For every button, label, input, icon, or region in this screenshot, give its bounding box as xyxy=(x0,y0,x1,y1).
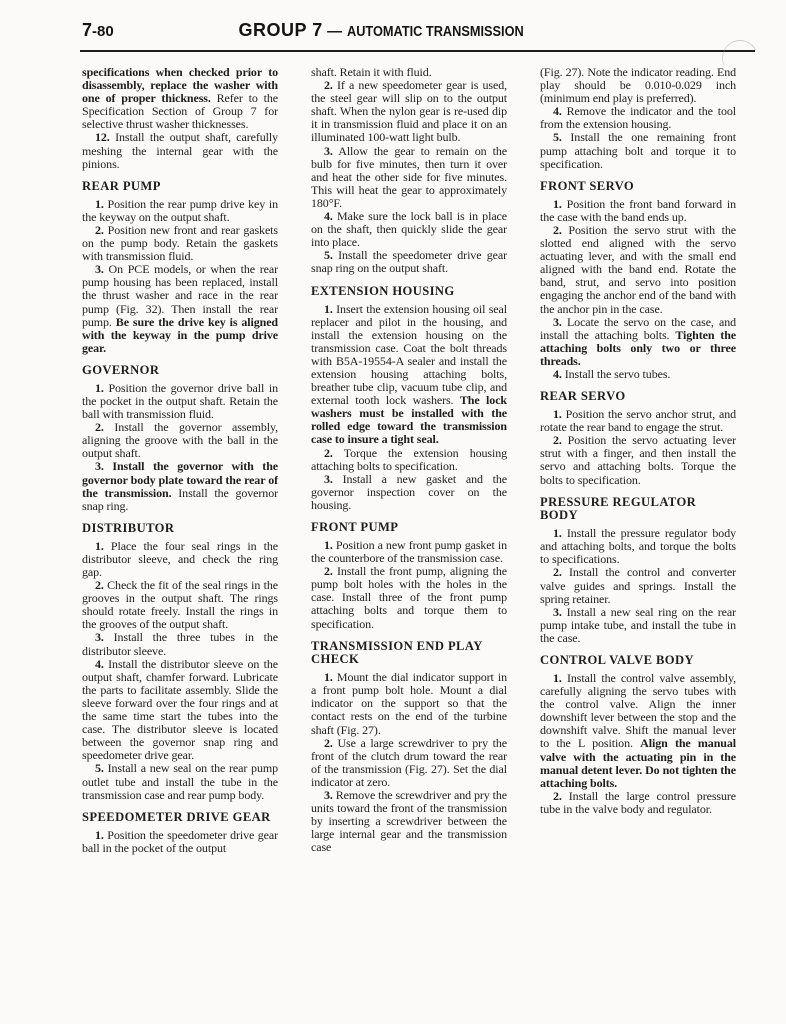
section-heading: REAR SERVO xyxy=(540,389,626,404)
bold-text-run: 1. xyxy=(553,196,562,211)
paragraph xyxy=(82,829,278,855)
bold-text-run: 4. xyxy=(95,656,104,671)
paragraph xyxy=(82,224,278,263)
bold-text-run: 3. xyxy=(95,262,104,277)
bold-text-run: 4. xyxy=(324,209,333,224)
bold-text-run: Align the manual valve with the actuating pin in the manual detent lever. Do not tighten the attaching bolts. xyxy=(540,736,736,790)
paragraph xyxy=(540,105,736,131)
paragraph xyxy=(82,460,278,512)
paragraph xyxy=(311,565,507,630)
text-run: Install the one remaining front pump attaching bolt and torque it to specification. xyxy=(540,130,736,171)
paragraph xyxy=(311,249,507,275)
bold-text-run: specifications when checked prior to disassembly, replace the washer with one of proper thickness. xyxy=(82,66,278,106)
paragraph xyxy=(311,789,507,854)
paragraph xyxy=(311,671,507,736)
paragraph xyxy=(311,145,507,210)
paragraph xyxy=(311,473,507,512)
bold-text-run: 5. xyxy=(553,130,562,145)
paragraph xyxy=(311,210,507,249)
paragraph xyxy=(311,303,507,447)
bold-text-run: 2. xyxy=(553,788,562,803)
bold-text-run: 3. xyxy=(324,143,333,158)
paragraph xyxy=(82,540,278,579)
paragraph xyxy=(540,566,736,605)
bold-text-run: 3. xyxy=(553,604,562,619)
text-run: Locate the servo on the case, and install the attaching bolts. xyxy=(540,314,736,342)
text-column-2 xyxy=(311,66,507,996)
bold-text-run: 5. xyxy=(95,761,104,776)
bold-text-run: The lock washers must be installed with the rolled edge toward the transmission case to insure a tight seal. xyxy=(311,393,507,447)
page-header xyxy=(0,0,786,50)
section-heading: PRESSURE REGULATOR BODY xyxy=(540,494,697,523)
bold-text-run: 1. xyxy=(553,670,562,685)
bold-text-run: 12. xyxy=(95,130,110,145)
text-run: Install the three tubes in the distributor sleeve. xyxy=(82,630,278,658)
bold-text-run: 2. xyxy=(95,420,104,435)
text-run: Make sure the lock ball is in place on the shaft, then quickly slide the gear into place. xyxy=(311,209,507,250)
bold-text-run: 3. Install the governor with the governor body plate toward the rear of the transmission. xyxy=(82,459,278,500)
bold-text-run: 1. xyxy=(95,827,104,842)
paragraph xyxy=(540,527,736,566)
text-run: Position the front band forward in the case with the band ends up. xyxy=(540,196,736,224)
bold-text-run: Be sure the drive key is aligned with the keyway in the pump drive gear. xyxy=(82,314,278,355)
paragraph xyxy=(82,198,278,224)
paragraph xyxy=(82,131,278,170)
text-column-3 xyxy=(540,66,736,996)
text-run: Install the speedometer drive gear snap ring on the output shaft. xyxy=(311,248,507,276)
paragraph xyxy=(82,263,278,355)
text-run: Position the speedometer drive gear ball in the pocket of the output xyxy=(82,827,278,855)
text-run: If a new speedometer gear is used, the steel gear will slip on to the output shaft. When the nylon gear is re-used dip it in transmission fluid and place it on an illuminated 100-watt light bulb. xyxy=(311,78,507,145)
text-run: Install the governor assembly, aligning the groove with the ball in the output shaft. xyxy=(82,420,278,461)
text-run: Install the pressure regulator body and attaching bolts, and torque the bolts to specifications. xyxy=(540,526,736,567)
paragraph xyxy=(540,606,736,645)
bold-text-run: 3. xyxy=(95,630,104,645)
text-run: Position new front and rear gaskets on the pump body. Retain the gaskets with transmission fluid. xyxy=(82,222,278,264)
text-run: Remove the indicator and the tool from the extension housing. xyxy=(540,104,736,132)
paragraph xyxy=(311,737,507,789)
paragraph xyxy=(82,658,278,763)
text-column-1 xyxy=(82,66,278,996)
bold-text-run: 4. xyxy=(553,104,562,119)
bold-text-run: 1. xyxy=(324,301,333,316)
paragraph xyxy=(311,447,507,473)
text-run: Install a new seal ring on the rear pump intake tube, and install the tube in the case. xyxy=(540,604,736,645)
text-run: Install the servo tubes. xyxy=(561,366,671,381)
text-run: On PCE models, or when the rear pump housing has been replaced, install the thrust washer and race in the rear pump (Fig. 32). Then install the rear pump. xyxy=(82,262,278,329)
bold-text-run: 1. xyxy=(95,538,104,553)
text-run: Insert the extension housing oil seal replacer and pilot in the housing, and install the extension housing on the transmission case. Coat the bolt threads with B5A-19554-A sealer and install the extension housing attaching bolts, breather tube clip, vacuum tube clip, and external tooth lock washers. xyxy=(311,301,507,408)
bold-text-run: 2. xyxy=(324,445,333,460)
text-run: Install the large control pressure tube in the valve body and regulator. xyxy=(540,788,736,816)
bold-text-run: 1. xyxy=(324,670,333,685)
bold-text-run: 2. xyxy=(324,735,333,750)
section-heading: SPEEDOMETER DRIVE GEAR xyxy=(82,809,271,824)
bold-text-run: 1. xyxy=(324,538,333,552)
paragraph xyxy=(540,198,736,224)
header-section-label: AUTOMATIC TRANSMISSION xyxy=(346,24,524,40)
paragraph xyxy=(540,224,736,316)
paragraph xyxy=(82,579,278,631)
text-run: Install a new gasket and the governor inspection cover on the housing. xyxy=(311,471,507,512)
bold-text-run: 3. xyxy=(324,471,333,486)
section-heading: CONTROL VALVE BODY xyxy=(540,652,694,667)
text-run: Place the four seal rings in the distributor sleeve, and check the ring gap. xyxy=(82,538,278,579)
text-run: Position a new front pump gasket in the counterbore of the transmission case. xyxy=(311,538,507,566)
bold-text-run: Tighten the attaching bolts only two or three threads. xyxy=(540,327,736,368)
text-run: Install the governor snap ring. xyxy=(82,485,278,513)
bold-text-run: 2. xyxy=(553,565,562,580)
paragraph xyxy=(82,421,278,460)
page-content xyxy=(0,52,786,996)
paragraph xyxy=(540,790,736,816)
text-run: Position the rear pump drive key in the keyway on the output shaft. xyxy=(82,196,278,224)
bold-text-run: 2. xyxy=(95,578,104,593)
text-run: Remove the screwdriver and pry the units toward the front of the transmission by inserting a screwdriver between the large internal gear and the transmission case xyxy=(311,788,507,855)
text-run: Position the servo strut with the slotted end aligned with the servo actuating lever, and with the small end aligned with the band end. Rotate the band, strut, and servo into position engaging the anchor end of the band with the anchor pin in the case. xyxy=(540,222,736,316)
section-heading: FRONT PUMP xyxy=(311,520,399,534)
text-run: Position the servo actuating lever strut with a finger, and then install the servo and attaching bolts. Torque the bolts to specification. xyxy=(540,433,736,487)
paragraph xyxy=(540,131,736,170)
text-run: Refer to the Specification Section of Group 7 for selective thrust washer thicknesses. xyxy=(82,91,278,132)
paragraph xyxy=(540,368,736,381)
paragraph xyxy=(82,631,278,657)
text-run: Position the servo anchor strut, and rotate the rear band to engage the strut. xyxy=(540,407,736,435)
text-run: shaft. Retain it with fluid. xyxy=(311,66,432,79)
text-run: Torque the extension housing attaching bolts to specification. xyxy=(311,445,507,473)
bold-text-run: 2. xyxy=(95,222,104,237)
paragraph xyxy=(82,382,278,421)
text-run: Allow the gear to remain on the bulb for five minutes, then turn it over and heat the other side for five minutes. This will heat the gear to approximately 180°F. xyxy=(311,143,507,210)
section-heading: FRONT SERVO xyxy=(540,178,635,193)
bold-text-run: 4. xyxy=(553,366,562,381)
text-run: Use a large screwdriver to pry the front of the clutch drum toward the rear of the transmission (Fig. 27). Set the dial indicator at zero. xyxy=(311,735,507,789)
text-run: Position the governor drive ball in the pocket in the output shaft. Retain the ball with transmission fluid. xyxy=(82,380,278,422)
text-run: Install the control and converter valve guides and springs. Install the spring retainer. xyxy=(540,565,736,606)
page-number-group-digit: 7 xyxy=(82,20,93,40)
paragraph xyxy=(311,539,507,565)
section-heading: DISTRIBUTOR xyxy=(82,520,175,535)
paragraph xyxy=(540,672,736,790)
paragraph xyxy=(540,434,736,486)
bold-text-run: 5. xyxy=(324,248,333,263)
bold-text-run: 2. xyxy=(324,78,333,93)
bold-text-run: 3. xyxy=(553,314,562,329)
bold-text-run: 2. xyxy=(553,433,562,448)
bold-text-run: 1. xyxy=(553,526,562,541)
bold-text-run: 1. xyxy=(95,380,104,395)
bold-text-run: 1. xyxy=(553,407,562,422)
paragraph xyxy=(82,762,278,801)
paragraph xyxy=(82,66,278,131)
paragraph xyxy=(311,79,507,144)
text-run: Install the front pump, aligning the pump bolt holes with the holes in the case. Install three of the front pump attaching bolts and torque them to specification. xyxy=(311,564,507,631)
text-run: Install the output shaft, carefully meshing the internal gear with the pinions. xyxy=(82,130,278,171)
text-run: Install a new seal on the rear pump outlet tube and install the tube in the transmission case and rear pump body. xyxy=(82,761,278,802)
text-run: Mount the dial indicator support in a front pump bolt hole. Mount a dial indicator on the support so that the contact rests on the end of the turbine shaft (Fig. 27). xyxy=(311,670,507,737)
paragraph xyxy=(540,316,736,368)
paragraph xyxy=(540,408,736,434)
text-run: (Fig. 27). Note the indicator reading. End play should be 0.010-0.029 inch (minimum end play is preferred). xyxy=(540,66,736,106)
section-heading: TRANSMISSION END PLAY CHECK xyxy=(311,638,483,667)
header-title xyxy=(0,20,786,41)
text-run: Install the control valve assembly, carefully aligning the servo tubes with the control valve. Align the inner downshift lever between the stop and the downshift valve. Shift the manual lever to the L position. xyxy=(540,670,736,751)
header-group-label: GROUP 7 xyxy=(238,20,323,40)
paragraph xyxy=(540,66,736,105)
page-number-rest: -80 xyxy=(92,23,114,40)
section-heading: EXTENSION HOUSING xyxy=(311,283,455,298)
section-heading: GOVERNOR xyxy=(82,362,160,377)
bold-text-run: 2. xyxy=(553,222,562,237)
bold-text-run: 1. xyxy=(95,196,104,211)
bold-text-run: 2. xyxy=(324,564,333,579)
header-dash: — xyxy=(327,23,343,40)
text-run: Install the distributor sleeve on the output shaft, chamfer forward. Lubricate the parts to facilitate assembly. Slide the sleeve forward over the four rings and at the same time start the tubes into the case. The distributor sleeve is located between the governor snap ring and speedometer drive gear. xyxy=(82,656,278,763)
bold-text-run: 3. xyxy=(324,788,333,802)
text-run: Check the fit of the seal rings in the grooves in the output shaft. The rings should rotate freely. Install the rings in the grooves of the output shaft. xyxy=(82,578,278,632)
section-heading: REAR PUMP xyxy=(82,178,161,193)
